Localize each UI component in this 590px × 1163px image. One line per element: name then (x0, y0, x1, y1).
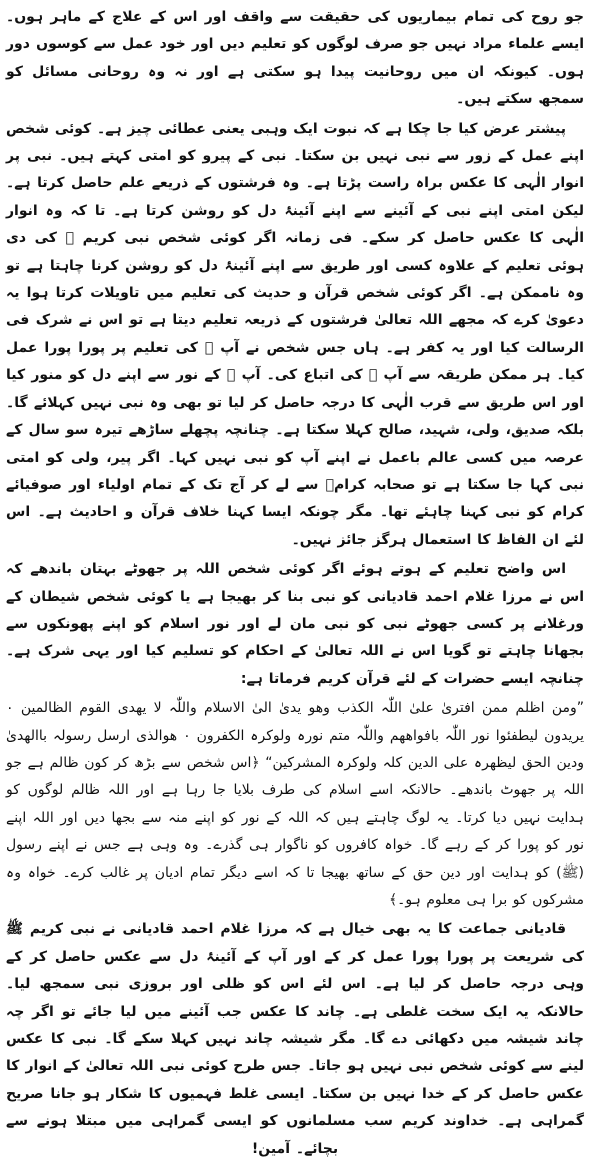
paragraph-conclusion: قادیانی جماعت کا یہ بھی خیال ہے کہ مرزا غلام احمد قادیانی نے نبی کریم ﷺ کی شریعت پر پورا پورا عمل کر کے اور آپ کے آئینۂ دل سے عکس حاصل کر کے وہی درجہ حاصل کر لیا ہے۔ اس لئے اس کو ظلی اور بروزی نبی سمجھ لیا۔ حالانکہ یہ ایک سخت غلطی ہے۔ چاند کا عکس جب آئینے میں لیا جائے تو اگر چہ چاند شیشہ میں دکھائی دے گا۔ مگر شیشہ چاند نہیں کہلا سکے گا۔ نبی کا عکس لینے سے کوئی شخص نبی نہیں ہو جاتا۔ جس طرح کوئی نبی اللہ تعالیٰ کے انوار کا عکس حاصل کر کے خدا نہیں بن سکتا۔ ایسی غلط فہمیوں کا شکار ہو جانا صریح گمراہی ہے۔ خداوند کریم سب مسلمانوں کو ایسی گمراہی میں مبتلا ہونے سے بچائے۔ آمین! (6, 921, 584, 1157)
paragraph-intro: جو روح کی تمام بیماریوں کی حقیقت سے واقف اور اس کے علاج کے ماہر ہوں۔ایسے علماء مراد نہیں جو صرف لوگوں کو تعلیم دیں اور خود عمل سے کوسوں دور ہوں۔ کیونکہ ان میں روحانیت پیدا ہو سکتی ہے اور نہ وہ روحانی مسائل کو سمجھ سکتے ہیں۔ (6, 9, 584, 108)
paragraph-prophethood: پیشتر عرض کیا جا چکا ہے کہ نبوت ایک وہبی یعنی عطائی چیز ہے۔ کوئی شخص اپنے عمل کے زور سے نبی نہیں بن سکتا۔ نبی کے پیرو کو امتی کہتے ہیں۔ نبی پر انوار الٰہی کا عکس براہ راست پڑتا ہے۔ وہ فرشتوں کے ذریعے علم حاصل کرتا ہے۔ لیکن امتی اپنے نبی کے آئینے سے اپنے آئینۂ دل کو روشن کرتا ہے۔ تا کہ وہ انوار الٰہی کا عکس حاصل کر سکے۔ فی زمانہ اگر کوئی شخص نبی کریم ﷺ کی دی ہوئی تعلیم کے علاوہ کسی اور طریق سے اپنے آئینۂ دل کو روشن کرنا چاہتا ہے تو وہ ناممکن ہے۔ اگر کوئی شخص قرآن و حدیث کی تعلیم میں تاویلات کرتا ہوا یہ دعویٰ کرے کہ مجھے اللہ تعالیٰ فرشتوں کے ذریعہ تعلیم دیتا ہے تو اس نے شرک فی الرسالت کیا اور یہ کفر ہے۔ ہاں جس شخص نے آپ ﷺ کی تعلیم پر پورا پورا عمل کیا۔ ہر ممکن طریقہ سے آپ ﷺ کی اتباع کی۔ آپ ﷺ کے نور سے اپنے دل کو منور کیا اور اس طریق سے قرب الٰہی کا درجہ حاصل کر لیا تو بھی وہ نبی نہیں کہلائے گا۔ بلکہ صدیق، ولی، شہید، صالح کہلا سکتا ہے۔ چنانچہ پچھلے ساڑھے تیرہ سو سال کے عرصہ میں کسی عالم باعمل نے اپنے آپ کو نبی نہیں کہا۔ اگر پیر، ولی کو امتی نبی کہا جا سکتا ہے تو صحابہ کرامؓ سے لے کر آج تک کے تمام اولیاء اور صوفیائے کرام کو نبی کہنا چاہئے تھا۔ مگر چونکہ ایسا کہنا خلاف قرآن و احادیث ہے۔ اس لئے ان الفاظ کا استعمال ہرگز جائز نہیں۔ (6, 120, 584, 548)
paragraph-false-claim: اس واضح تعلیم کے ہوتے ہوئے اگر کوئی شخص اللہ پر جھوٹے بہتان باندھے کہ اس نے مرزا غلام احمد قادیانی کو نبی بنا کر بھیجا ہے یا کوئی شخص شیطان کے ورغلانے پر کسی جھوٹے نبی کو نبی مان لے اور نور اسلام کو اپنے پھونکوں سے بجھانا چاہتے تو گویا اس نے اللہ تعالیٰ کے احکام کو تسلیم کیا اور یہی شرک ہے۔ چنانچہ ایسے حضرات کے لئے قرآن کریم فرماتا ہے: (6, 561, 584, 687)
quran-quotation: ”ومن اظلم ممن افتریٰ علیٰ اللّٰہ الکذب وھو یدیٰ الیٰ الاسلام واللّٰہ لا یھدی القوم الظالمین ۰ یریدون لیطفئوا نور اللّٰہ بافواھھم واللّٰہ متم نورہ ولوکرہ الکفرون ۰ ھوالذی ارسل رسولہ باالھدیٰ ودین الحق لیظھرہ علی الدین کلہ ولوکرہ المشرکین“ ﴿اس شخص سے بڑھ کر کون ظالم ہے جو اللہ پر جھوٹ باندھے۔ حالانکہ اسے اسلام کی طرف بلایا جا رہا ہے اور اللہ ظالم لوگوں کو ہدایت نہیں دیا کرتا۔ یہ لوگ چاہتے ہیں کہ اللہ کے نور کو اپنے منہ سے بجھا دیں اور اللہ اپنے نور کو پورا کر کے رہے گا۔ خواہ کافروں کو ناگوار ہی گذرے۔ وہ وہی ہے جس نے اپنے رسول (ﷺ) کو ہدایت اور دین حق کے ساتھ بھیجا تا کہ اسے دیگر تمام ادیان پر غالب کرے۔ خواہ وہ مشرکوں کو برا ہی معلوم ہو۔﴾ (6, 700, 584, 908)
